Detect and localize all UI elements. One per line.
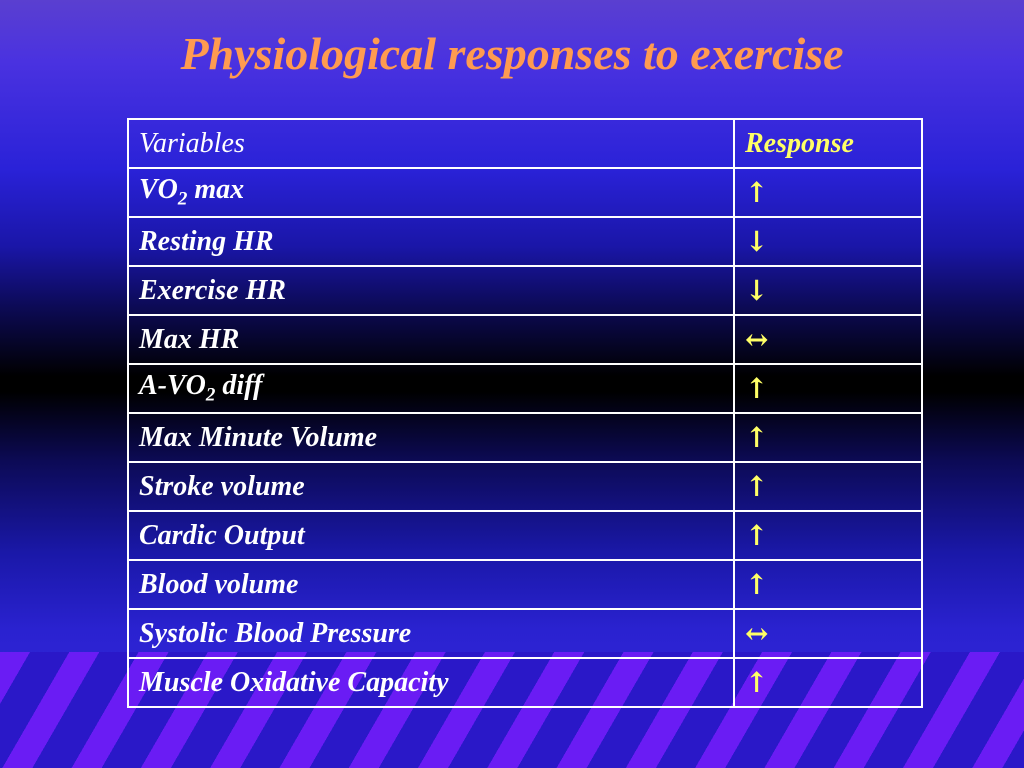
table-row <box>128 217 922 266</box>
response-arrow-up-icon: ↑ <box>734 168 922 217</box>
variable-subscript: 2 <box>205 384 216 406</box>
table-row <box>128 315 922 364</box>
response-arrow-both-icon: ↔ <box>734 609 922 658</box>
response-arrow-up-icon: ↑ <box>734 462 922 511</box>
responses-table <box>127 118 923 708</box>
table-row <box>128 413 922 462</box>
table-row <box>128 266 922 315</box>
variable-cell <box>128 168 734 217</box>
response-arrow-down-icon: ↓ <box>734 217 922 266</box>
variable-name: Max HR <box>128 315 734 364</box>
variable-subscript: 2 <box>177 188 188 210</box>
variable-name: Systolic Blood Pressure <box>128 609 734 658</box>
table-row <box>128 364 922 413</box>
variable-suffix: diff <box>215 370 263 402</box>
variable-name: Blood volume <box>128 560 734 609</box>
table-row <box>128 609 922 658</box>
response-arrow-up-icon: ↑ <box>734 511 922 560</box>
header-variables: Variables <box>128 119 734 168</box>
response-arrow-both-icon: ↔ <box>734 315 922 364</box>
table-row <box>128 658 922 707</box>
response-arrow-up-icon: ↑ <box>734 413 922 462</box>
variable-name: Max Minute Volume <box>128 413 734 462</box>
table-row <box>128 511 922 560</box>
table-row <box>128 462 922 511</box>
response-arrow-up-icon: ↑ <box>734 658 922 707</box>
slide-title: Physiological responses to exercise <box>180 28 844 79</box>
table-header-row <box>128 119 922 168</box>
response-arrow-down-icon: ↓ <box>734 266 922 315</box>
response-arrow-up-icon: ↑ <box>734 364 922 413</box>
variable-name: A-VO <box>139 370 206 402</box>
response-arrow-up-icon: ↑ <box>734 560 922 609</box>
variable-suffix: max <box>187 174 245 206</box>
variable-name: Cardic Output <box>128 511 734 560</box>
table-row <box>128 560 922 609</box>
table-row <box>128 168 922 217</box>
variable-name: Stroke volume <box>128 462 734 511</box>
header-response: Response <box>734 119 922 168</box>
variable-name: VO <box>139 174 178 206</box>
variable-cell <box>128 364 734 413</box>
variable-name: Exercise HR <box>128 266 734 315</box>
variable-name: Resting HR <box>128 217 734 266</box>
variable-name: Muscle Oxidative Capacity <box>128 658 734 707</box>
